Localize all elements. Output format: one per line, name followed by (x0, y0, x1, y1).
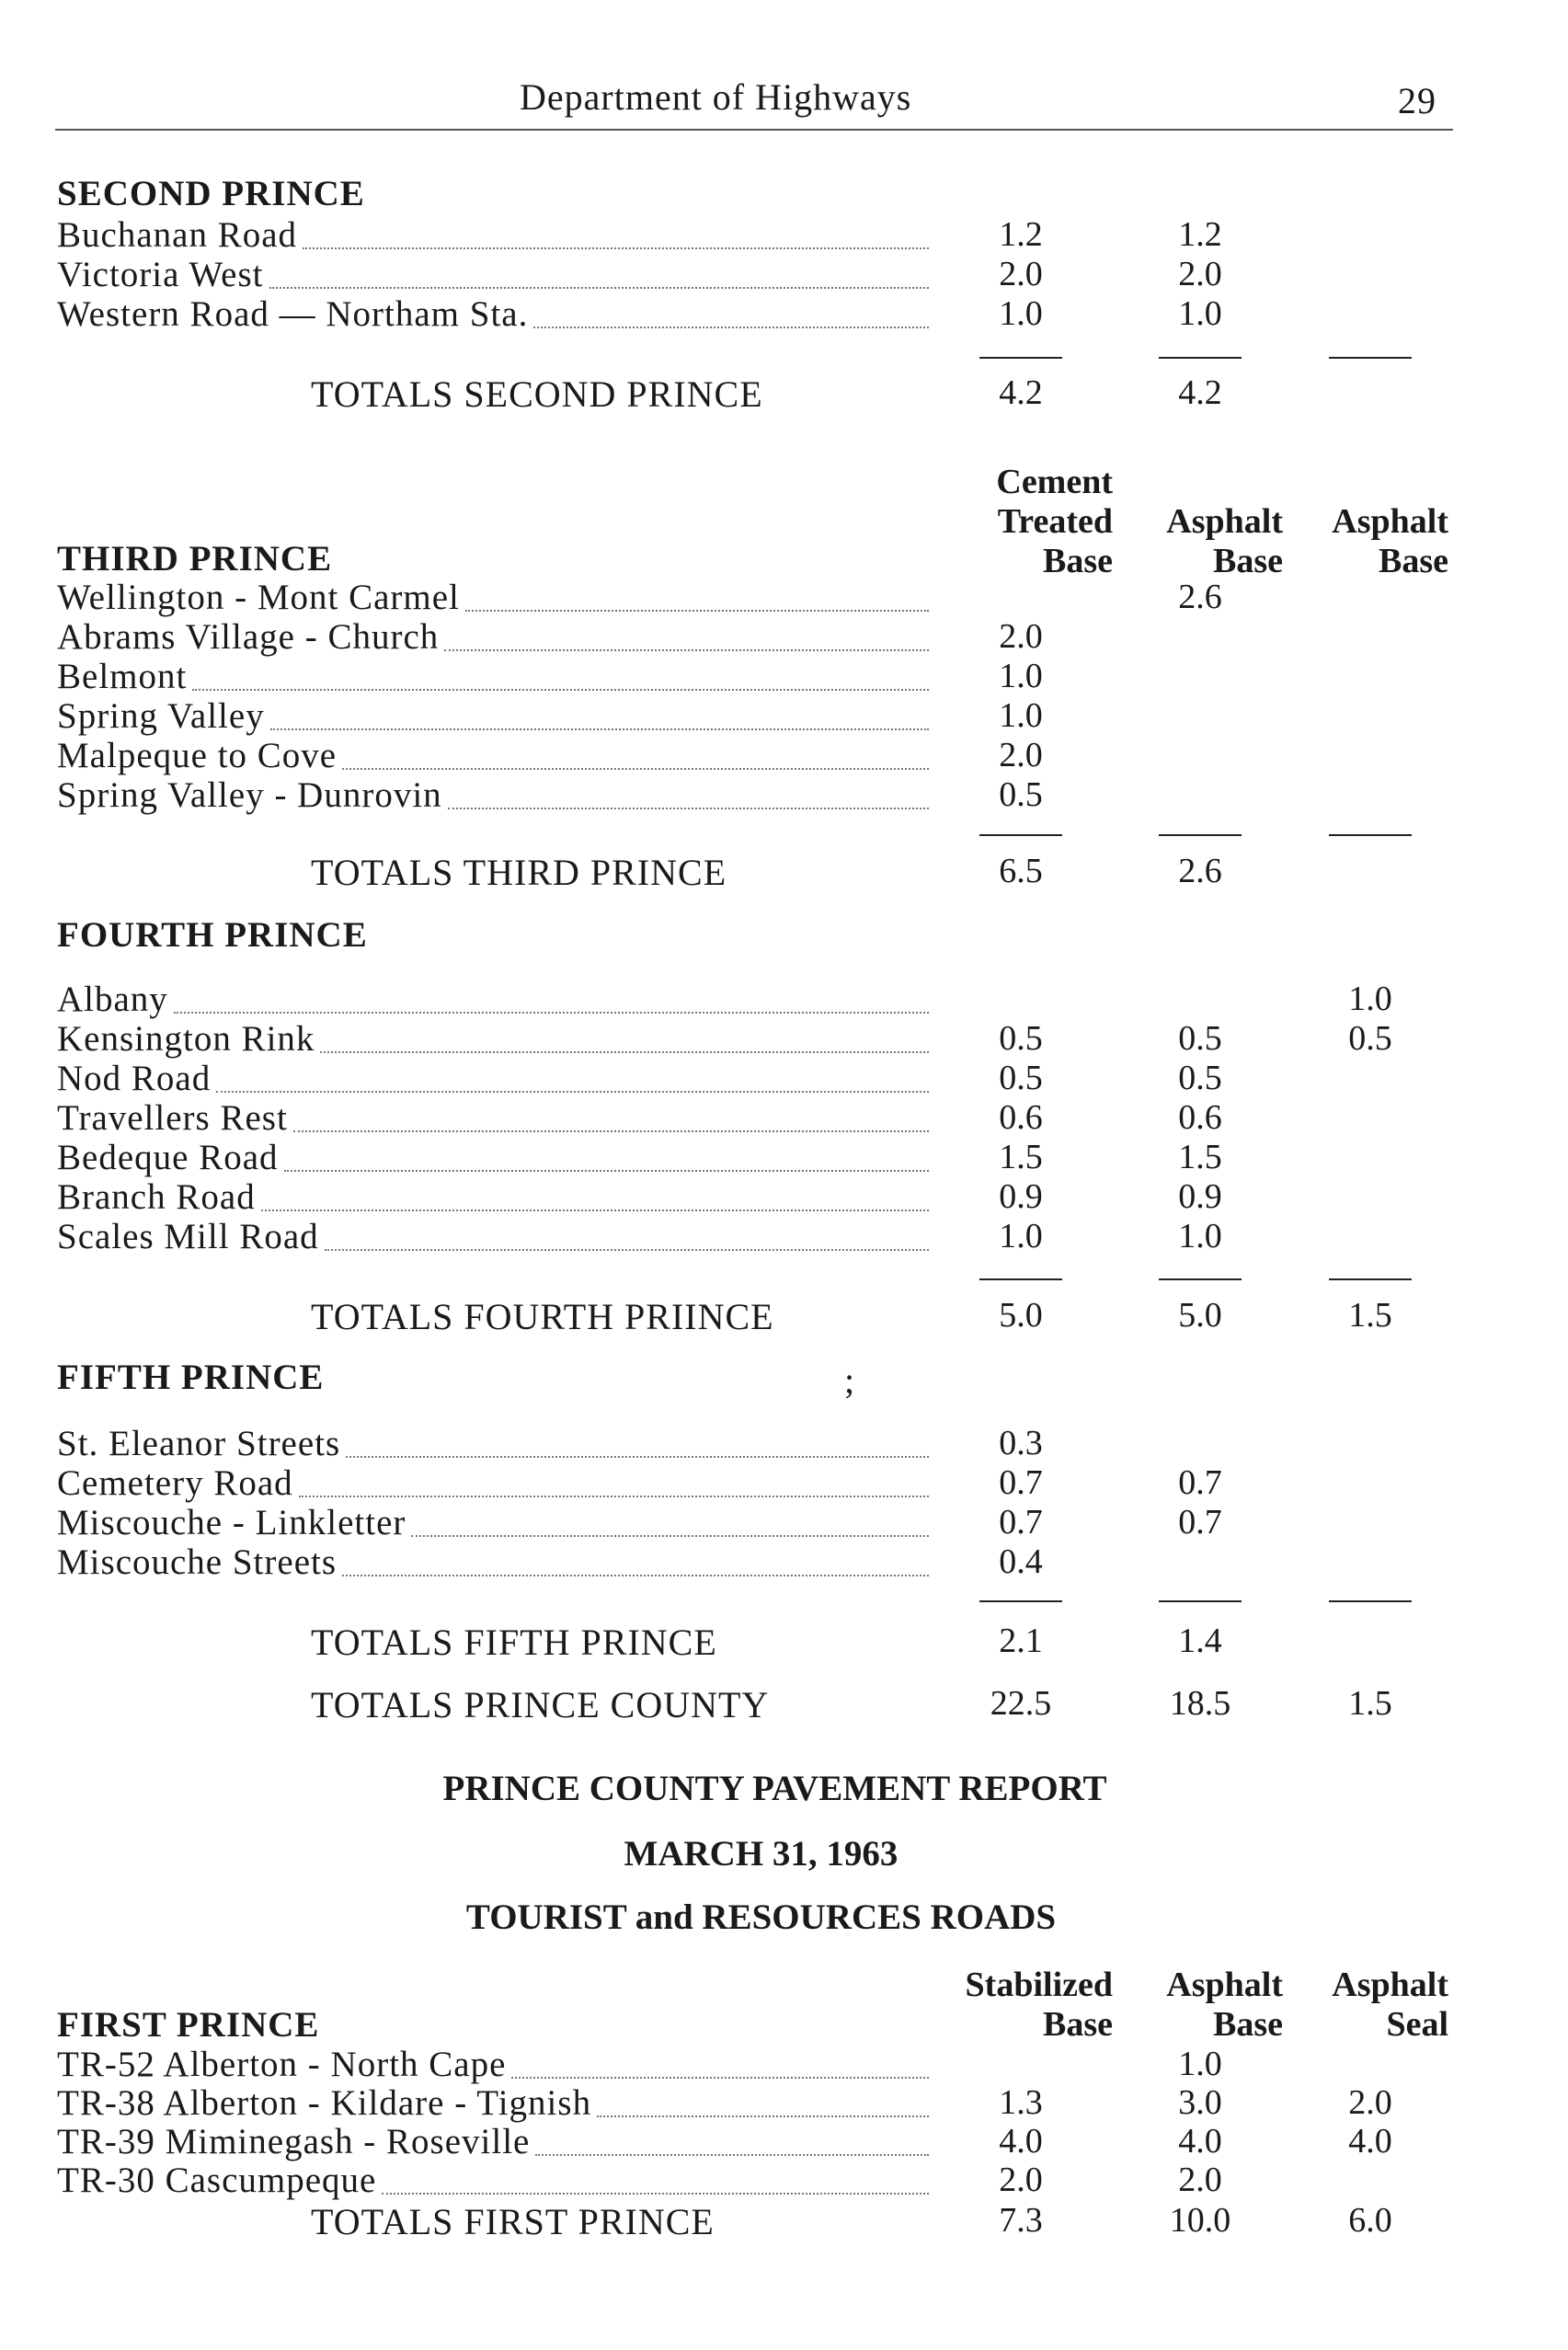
table-cell-value: 2.0 (1178, 255, 1222, 293)
table-cell-value: 10.0 (1169, 2201, 1231, 2240)
column-header: Cement (996, 463, 1113, 501)
total-rule (1159, 1600, 1242, 1602)
table-row-label: Branch Road (57, 1177, 256, 1217)
section-heading: FIFTH PRINCE (57, 1358, 325, 1397)
table-cell-value: 1.0 (1178, 1217, 1222, 1255)
table-cell-value: 0.7 (999, 1503, 1043, 1542)
page-header-title: Department of Highways (520, 76, 912, 118)
table-cell-value: 0.6 (999, 1098, 1043, 1137)
table-row-label: Abrams Village - Church (57, 617, 440, 657)
report-title: PRINCE COUNTY PAVEMENT REPORT (442, 1769, 1107, 1808)
table-cell-value: 4.0 (999, 2122, 1043, 2161)
table-cell-value: 0.7 (1178, 1463, 1222, 1502)
table-cell-value: 1.4 (1178, 1622, 1222, 1660)
table-row-label: Western Road — Northam Sta. (57, 294, 529, 334)
column-header: Stabilized (965, 1966, 1113, 2004)
totals-label: TOTALS FOURTH PRIINCE (311, 1296, 774, 1337)
column-header: Base (1043, 2005, 1113, 2044)
table-cell-value: 0.5 (1178, 1059, 1222, 1097)
table-cell-value: 0.5 (1178, 1019, 1222, 1058)
total-rule (1329, 357, 1412, 359)
total-rule (1159, 357, 1242, 359)
table-cell-value: 2.0 (999, 736, 1043, 774)
dot-leader (284, 1170, 929, 1172)
table-cell-value: 2.0 (1178, 2161, 1222, 2199)
table-row-label: Spring Valley - Dunrovin (57, 775, 442, 815)
dot-leader (325, 1249, 929, 1251)
totals-label: TOTALS PRINCE COUNTY (311, 1684, 770, 1725)
table-cell-value: 0.9 (999, 1177, 1043, 1216)
table-cell-value: 4.2 (999, 373, 1043, 412)
column-header: Asphalt (1166, 502, 1283, 541)
section-heading: FOURTH PRINCE (57, 915, 368, 955)
table-cell-value: 1.0 (999, 1217, 1043, 1255)
dot-leader (299, 1496, 929, 1497)
table-row-label: TR-38 Alberton - Kildare - Tignish (57, 2083, 592, 2123)
table-row-label: Bedeque Road (57, 1138, 279, 1177)
table-row-label: Cemetery Road (57, 1463, 293, 1503)
table-cell-value: 0.9 (1178, 1177, 1222, 1216)
totals-label: TOTALS FIRST PRINCE (311, 2201, 715, 2242)
table-cell-value: 1.0 (1178, 2045, 1222, 2083)
table-cell-value: 0.5 (1348, 1019, 1392, 1058)
table-cell-value: 5.0 (1178, 1296, 1222, 1335)
total-rule (979, 1600, 1062, 1602)
dot-leader (382, 2193, 929, 2195)
dot-leader (270, 728, 929, 730)
table-cell-value: 0.7 (1178, 1503, 1222, 1542)
dot-leader (342, 1575, 929, 1576)
table-cell-value: 7.3 (999, 2201, 1043, 2240)
stray-mark: ; (844, 1359, 856, 1401)
table-cell-value: 1.0 (999, 294, 1043, 333)
dot-leader (533, 327, 929, 328)
table-row-label: Belmont (57, 657, 188, 696)
total-rule (1159, 834, 1242, 836)
table-cell-value: 4.0 (1348, 2122, 1392, 2161)
table-cell-value: 0.5 (999, 775, 1043, 814)
page-number: 29 (1398, 80, 1436, 121)
column-header: Base (1213, 2005, 1283, 2044)
report-date: MARCH 31, 1963 (624, 1834, 898, 1874)
total-rule (979, 357, 1062, 359)
totals-label: TOTALS SECOND PRINCE (311, 373, 763, 415)
dot-leader (444, 649, 929, 651)
table-cell-value: 0.7 (999, 1463, 1043, 1502)
table-cell-value: 1.2 (999, 215, 1043, 254)
table-row-label: Buchanan Road (57, 215, 298, 255)
section-heading: THIRD PRINCE (57, 539, 333, 579)
table-row-label: Malpeque to Cove (57, 736, 338, 775)
table-cell-value: 5.0 (999, 1296, 1043, 1335)
table-cell-value: 1.0 (999, 696, 1043, 735)
dot-leader (320, 1051, 929, 1053)
table-cell-value: 2.0 (999, 617, 1043, 656)
column-header: Treated (997, 502, 1113, 541)
dot-leader (174, 1012, 929, 1014)
table-cell-value: 1.5 (1348, 1296, 1392, 1335)
table-cell-value: 0.5 (999, 1019, 1043, 1058)
section-heading: FIRST PRINCE (57, 2005, 320, 2045)
dot-leader (411, 1535, 929, 1537)
dot-leader (511, 2077, 929, 2079)
table-cell-value: 1.3 (999, 2083, 1043, 2122)
table-row-label: TR-52 Alberton - North Cape (57, 2045, 507, 2084)
dot-leader (465, 610, 929, 612)
column-header: Asphalt (1332, 1966, 1448, 2004)
column-header: Base (1213, 542, 1283, 580)
table-row-label: Victoria West (57, 255, 264, 294)
table-cell-value: 0.5 (999, 1059, 1043, 1097)
header-rule (55, 129, 1453, 131)
table-cell-value: 0.4 (999, 1542, 1043, 1581)
section-heading: SECOND PRINCE (57, 174, 365, 213)
table-row-label: TR-39 Miminegash - Roseville (57, 2122, 531, 2161)
table-cell-value: 2.6 (1178, 578, 1222, 616)
total-rule (1329, 834, 1412, 836)
dot-leader (448, 808, 929, 809)
table-row-label: Miscouche Streets (57, 1542, 338, 1582)
table-cell-value: 1.0 (999, 657, 1043, 695)
table-cell-value: 4.2 (1178, 373, 1222, 412)
total-rule (1159, 1278, 1242, 1280)
dot-leader (192, 689, 929, 691)
dot-leader (342, 768, 929, 770)
table-cell-value: 2.1 (999, 1622, 1043, 1660)
column-header: Base (1043, 542, 1113, 580)
table-row-label: Kensington Rink (57, 1019, 315, 1059)
table-cell-value: 1.5 (999, 1138, 1043, 1176)
total-rule (979, 1278, 1062, 1280)
table-row-label: Wellington - Mont Carmel (57, 578, 460, 617)
table-row-label: TR-30 Cascumpeque (57, 2161, 377, 2200)
dot-leader (293, 1130, 929, 1132)
table-cell-value: 6.5 (999, 852, 1043, 890)
total-rule (1329, 1600, 1412, 1602)
table-cell-value: 0.3 (999, 1424, 1043, 1462)
table-row-label: Miscouche - Linkletter (57, 1503, 406, 1542)
total-rule (979, 834, 1062, 836)
table-cell-value: 2.0 (999, 255, 1043, 293)
table-cell-value: 3.0 (1178, 2083, 1222, 2122)
table-cell-value: 1.0 (1178, 294, 1222, 333)
dot-leader (269, 287, 930, 289)
table-row-label: Albany (57, 980, 168, 1019)
table-cell-value: 22.5 (990, 1684, 1052, 1723)
dot-leader (535, 2154, 929, 2156)
total-rule (1329, 1278, 1412, 1280)
table-cell-value: 2.0 (1348, 2083, 1392, 2122)
table-cell-value: 2.6 (1178, 852, 1222, 890)
table-row-label: Scales Mill Road (57, 1217, 319, 1256)
table-cell-value: 0.6 (1178, 1098, 1222, 1137)
dot-leader (303, 247, 929, 249)
dot-leader (346, 1456, 929, 1458)
column-header: Seal (1386, 2005, 1448, 2044)
dot-leader (216, 1091, 929, 1093)
table-row-label: St. Eleanor Streets (57, 1424, 341, 1463)
table-cell-value: 2.0 (999, 2161, 1043, 2199)
table-cell-value: 1.5 (1348, 1684, 1392, 1723)
table-cell-value: 1.5 (1178, 1138, 1222, 1176)
totals-label: TOTALS FIFTH PRINCE (311, 1622, 717, 1663)
column-header: Base (1379, 542, 1448, 580)
table-cell-value: 1.0 (1348, 980, 1392, 1018)
table-cell-value: 18.5 (1169, 1684, 1231, 1723)
column-header: Asphalt (1332, 502, 1448, 541)
totals-label: TOTALS THIRD PRINCE (311, 852, 727, 893)
table-cell-value: 6.0 (1348, 2201, 1392, 2240)
table-cell-value: 1.2 (1178, 215, 1222, 254)
table-cell-value: 4.0 (1178, 2122, 1222, 2161)
report-subtitle: TOURIST and RESOURCES ROADS (465, 1897, 1057, 1937)
dot-leader (597, 2115, 929, 2117)
table-row-label: Spring Valley (57, 696, 265, 736)
table-row-label: Nod Road (57, 1059, 212, 1098)
table-row-label: Travellers Rest (57, 1098, 288, 1138)
column-header: Asphalt (1166, 1966, 1283, 2004)
dot-leader (261, 1209, 929, 1211)
